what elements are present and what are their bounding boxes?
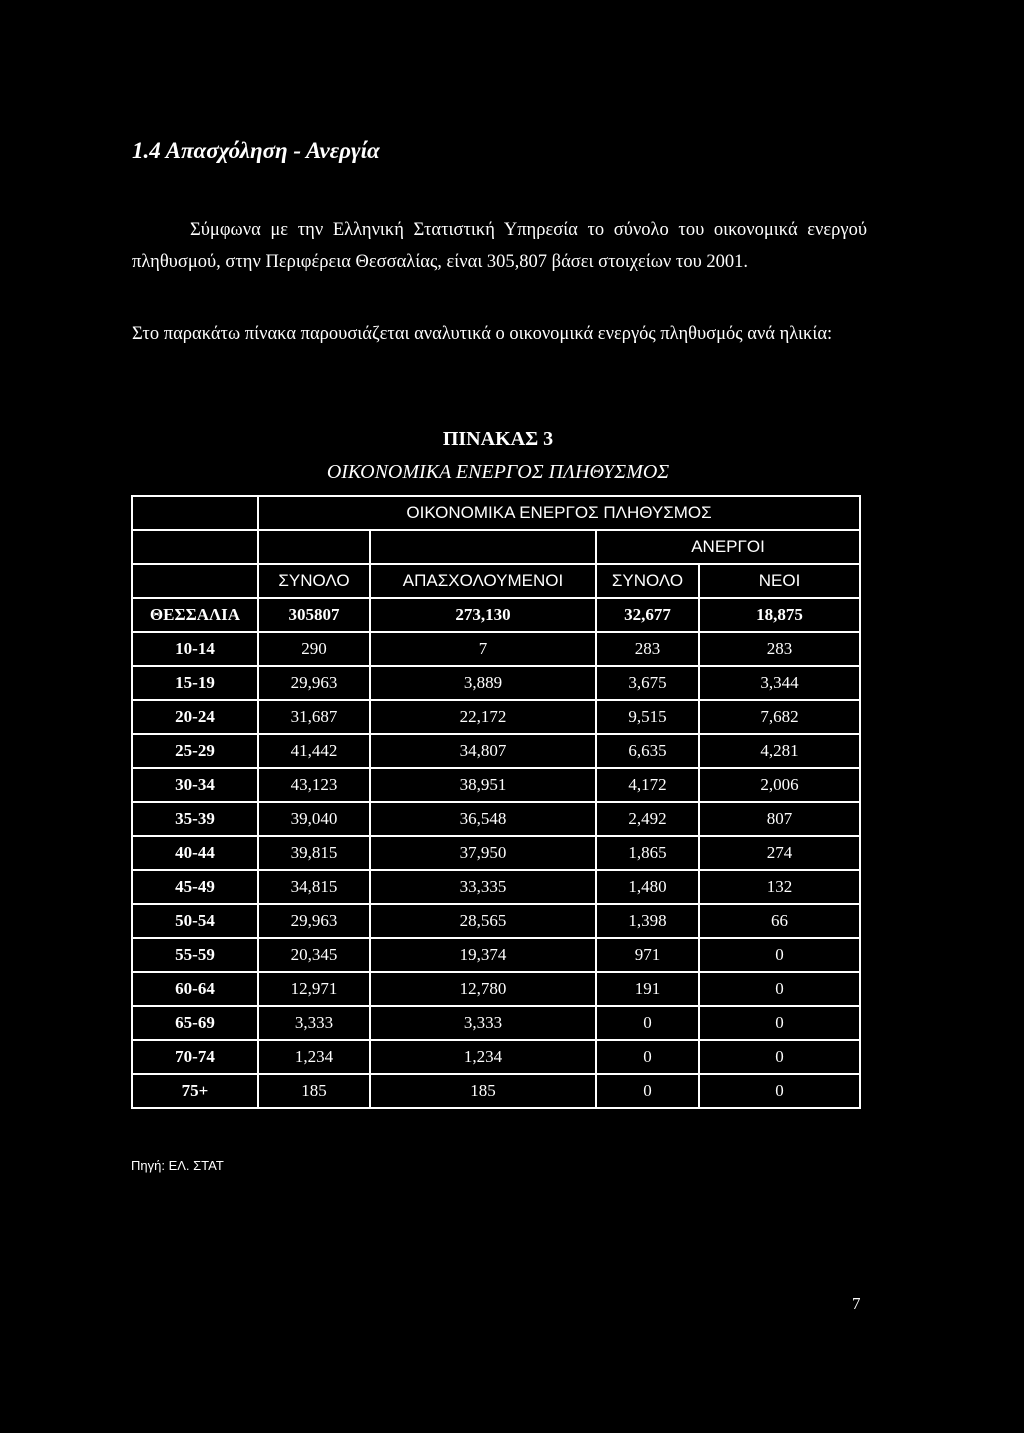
value-cell: 0 xyxy=(699,972,860,1006)
empty-header-cell xyxy=(370,530,596,564)
value-cell: 43,123 xyxy=(258,768,370,802)
column-header: ΑΠΑΣΧΟΛΟΥΜΕΝΟΙ xyxy=(370,564,596,598)
table-row xyxy=(132,972,860,1006)
value-cell: 0 xyxy=(596,1006,699,1040)
table-unemployed-header-row xyxy=(132,530,860,564)
total-region-cell: ΘΕΣΣΑΛΙΑ xyxy=(132,598,258,632)
total-cell: 273,130 xyxy=(370,598,596,632)
intro-paragraph: Σύμφωνα με την Ελληνική Στατιστική Υπηρεσία το σύνολο του οικονομικά ενεργού πληθυσμού, στην Περιφέρεια Θεσσαλίας, είναι 305,807 βάσει στοιχείων του 2001. xyxy=(132,220,867,272)
value-cell: 39,815 xyxy=(258,836,370,870)
value-cell: 0 xyxy=(596,1074,699,1108)
table-row xyxy=(132,734,860,768)
value-cell: 22,172 xyxy=(370,700,596,734)
value-cell: 191 xyxy=(596,972,699,1006)
value-cell: 36,548 xyxy=(370,802,596,836)
table-group-header-row xyxy=(132,496,860,530)
value-cell: 3,889 xyxy=(370,666,596,700)
value-cell: 29,963 xyxy=(258,666,370,700)
table-row xyxy=(132,632,860,666)
value-cell: 132 xyxy=(699,870,860,904)
value-cell: 1,865 xyxy=(596,836,699,870)
table-row xyxy=(132,938,860,972)
unemployed-header-cell: ΑΝΕΡΓΟΙ xyxy=(596,530,860,564)
table-title: ΠΙΝΑΚΑΣ 3 xyxy=(442,428,554,450)
value-cell: 807 xyxy=(699,802,860,836)
value-cell: 0 xyxy=(596,1040,699,1074)
value-cell: 20,345 xyxy=(258,938,370,972)
empty-header-cell xyxy=(258,530,370,564)
value-cell: 290 xyxy=(258,632,370,666)
value-cell: 0 xyxy=(699,1074,860,1108)
value-cell: 34,807 xyxy=(370,734,596,768)
value-cell: 6,635 xyxy=(596,734,699,768)
age-group-cell: 15-19 xyxy=(132,666,258,700)
value-cell: 19,374 xyxy=(370,938,596,972)
value-cell: 283 xyxy=(596,632,699,666)
value-cell: 0 xyxy=(699,938,860,972)
column-header: ΝΕΟΙ xyxy=(699,564,860,598)
column-header: ΣΥΝΟΛΟ xyxy=(596,564,699,598)
value-cell: 283 xyxy=(699,632,860,666)
table-column-header-row xyxy=(132,564,860,598)
value-cell: 3,333 xyxy=(370,1006,596,1040)
table-row xyxy=(132,1006,860,1040)
age-group-cell: 60-64 xyxy=(132,972,258,1006)
value-cell: 7,682 xyxy=(699,700,860,734)
value-cell: 1,234 xyxy=(370,1040,596,1074)
table-row xyxy=(132,666,860,700)
value-cell: 971 xyxy=(596,938,699,972)
table-row xyxy=(132,768,860,802)
value-cell: 37,950 xyxy=(370,836,596,870)
age-group-cell: 50-54 xyxy=(132,904,258,938)
value-cell: 3,344 xyxy=(699,666,860,700)
value-cell: 41,442 xyxy=(258,734,370,768)
age-group-cell: 40-44 xyxy=(132,836,258,870)
age-group-cell: 10-14 xyxy=(132,632,258,666)
value-cell: 39,040 xyxy=(258,802,370,836)
table-row xyxy=(132,836,860,870)
value-cell: 185 xyxy=(370,1074,596,1108)
value-cell: 0 xyxy=(699,1006,860,1040)
table-row xyxy=(132,904,860,938)
empty-header-cell xyxy=(132,496,258,530)
value-cell: 7 xyxy=(370,632,596,666)
section-heading: 1.4 Απασχόληση - Ανεργία xyxy=(132,138,380,163)
table-total-row xyxy=(132,598,860,632)
value-cell: 9,515 xyxy=(596,700,699,734)
age-group-cell: 20-24 xyxy=(132,700,258,734)
page-number: 7 xyxy=(852,1294,861,1313)
value-cell: 1,398 xyxy=(596,904,699,938)
total-cell: 305807 xyxy=(258,598,370,632)
value-cell: 33,335 xyxy=(370,870,596,904)
source-note: Πηγή: ΕΛ. ΣΤΑΤ xyxy=(131,1158,224,1173)
value-cell: 0 xyxy=(699,1040,860,1074)
value-cell: 29,963 xyxy=(258,904,370,938)
table-row xyxy=(132,802,860,836)
column-header: ΣΥΝΟΛΟ xyxy=(258,564,370,598)
age-group-cell: 35-39 xyxy=(132,802,258,836)
age-group-cell: 75+ xyxy=(132,1074,258,1108)
value-cell: 34,815 xyxy=(258,870,370,904)
value-cell: 4,281 xyxy=(699,734,860,768)
value-cell: 3,675 xyxy=(596,666,699,700)
value-cell: 2,492 xyxy=(596,802,699,836)
population-table xyxy=(131,495,861,1109)
value-cell: 1,480 xyxy=(596,870,699,904)
age-group-cell: 55-59 xyxy=(132,938,258,972)
age-group-cell: 45-49 xyxy=(132,870,258,904)
value-cell: 185 xyxy=(258,1074,370,1108)
table-row xyxy=(132,700,860,734)
empty-header-cell xyxy=(132,564,258,598)
value-cell: 4,172 xyxy=(596,768,699,802)
table-row xyxy=(132,1040,860,1074)
table-row xyxy=(132,870,860,904)
age-group-cell: 70-74 xyxy=(132,1040,258,1074)
table-intro-paragraph: Στο παρακάτω πίνακα παρουσιάζεται αναλυτικά ο οικονομικά ενεργός πληθυσμός ανά ηλικία: xyxy=(132,324,833,344)
total-cell: 32,677 xyxy=(596,598,699,632)
value-cell: 12,780 xyxy=(370,972,596,1006)
table-row xyxy=(132,1074,860,1108)
total-cell: 18,875 xyxy=(699,598,860,632)
age-group-cell: 25-29 xyxy=(132,734,258,768)
value-cell: 274 xyxy=(699,836,860,870)
value-cell: 66 xyxy=(699,904,860,938)
value-cell: 12,971 xyxy=(258,972,370,1006)
value-cell: 3,333 xyxy=(258,1006,370,1040)
value-cell: 2,006 xyxy=(699,768,860,802)
value-cell: 31,687 xyxy=(258,700,370,734)
group-header-cell: ΟΙΚΟΝΟΜΙΚΑ ΕΝΕΡΓΟΣ ΠΛΗΘΥΣΜΟΣ xyxy=(258,496,860,530)
table-subtitle: ΟΙΚΟΝΟΜΙΚΑ ΕΝΕΡΓΟΣ ΠΛΗΘΥΣΜΟΣ xyxy=(326,461,670,483)
age-group-cell: 30-34 xyxy=(132,768,258,802)
value-cell: 38,951 xyxy=(370,768,596,802)
value-cell: 1,234 xyxy=(258,1040,370,1074)
empty-header-cell xyxy=(132,530,258,564)
value-cell: 28,565 xyxy=(370,904,596,938)
age-group-cell: 65-69 xyxy=(132,1006,258,1040)
